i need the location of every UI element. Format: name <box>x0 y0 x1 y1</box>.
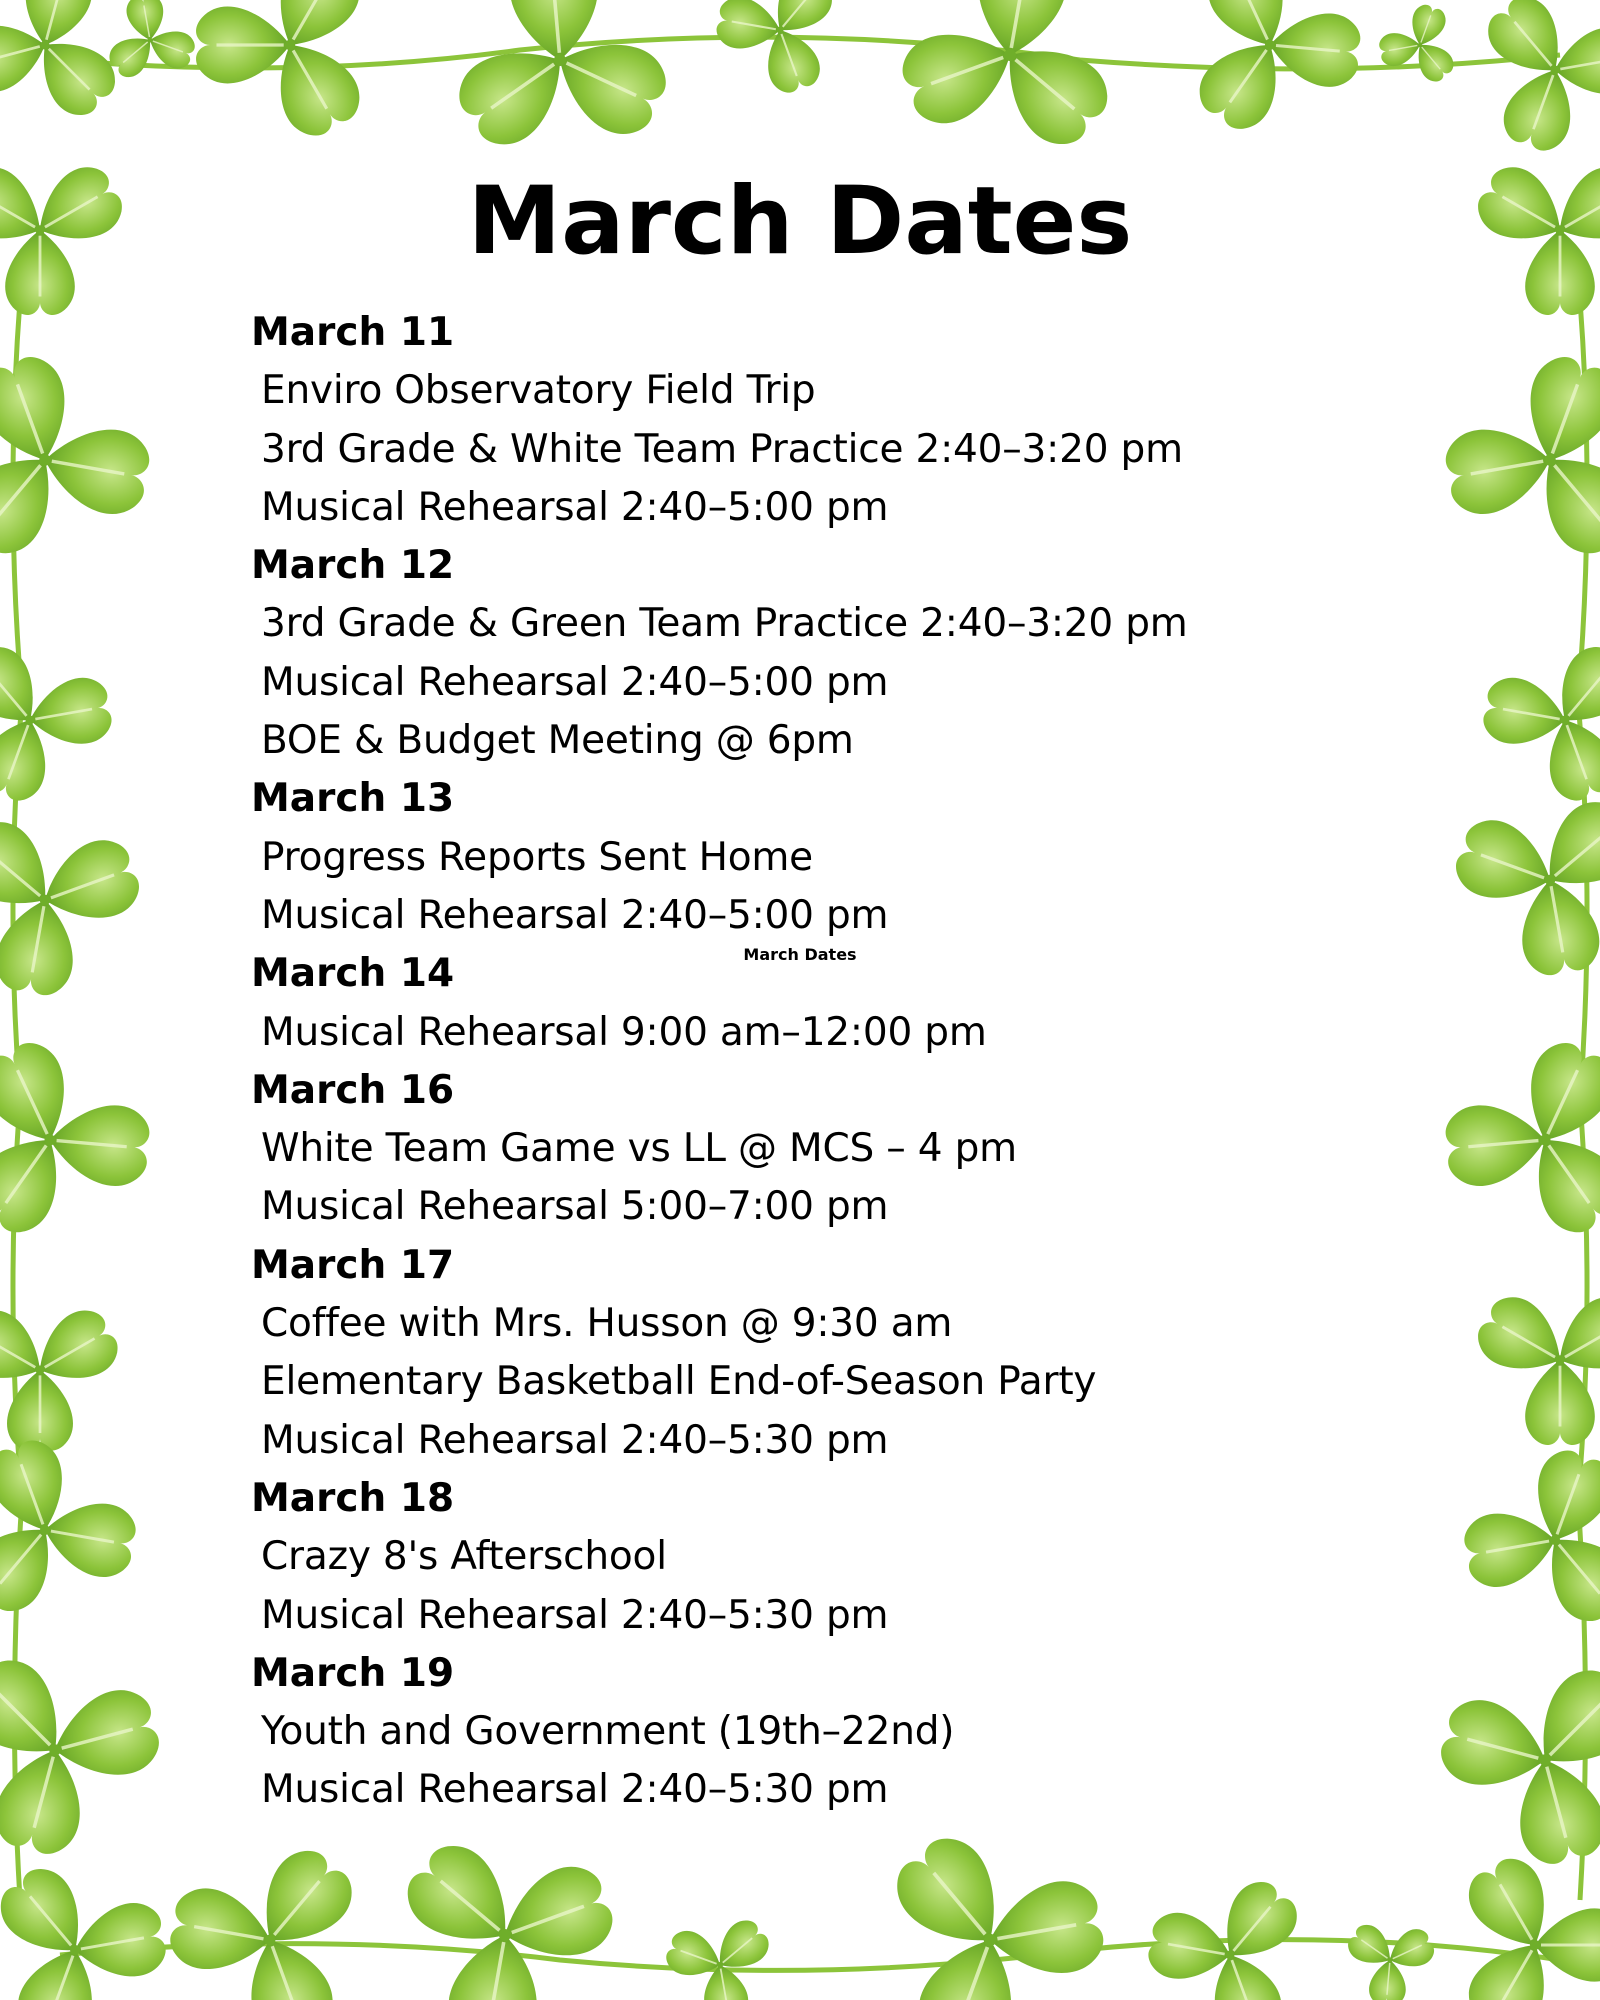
page-title: March Dates <box>467 167 1133 276</box>
day-block <box>251 1237 1401 1470</box>
day-block <box>251 1062 1401 1237</box>
date-heading: March 12 <box>251 543 455 589</box>
day-block <box>251 537 1401 770</box>
event-line: Enviro Observatory Field Trip <box>261 368 816 414</box>
event-line: Musical Rehearsal 2:40–5:00 pm <box>261 892 889 938</box>
event-line: 3rd Grade & Green Team Practice 2:40–3:20 pm <box>261 601 1188 647</box>
date-heading: March 11 <box>251 310 455 355</box>
date-heading: March 14 <box>251 951 455 997</box>
event-line: Musical Rehearsal 2:40–5:00 pm <box>261 484 889 530</box>
day-block <box>251 1470 1401 1645</box>
small-caption: March Dates <box>743 945 857 964</box>
event-line: Coffee with Mrs. Husson @ 9:30 am <box>261 1301 953 1347</box>
event-line: Musical Rehearsal 2:40–5:00 pm <box>261 659 889 705</box>
day-block <box>251 770 1401 945</box>
day-block <box>251 945 1401 1062</box>
event-line: Musical Rehearsal 9:00 am–12:00 pm <box>261 1009 987 1055</box>
events-list <box>251 304 1401 1820</box>
event-line: Progress Reports Sent Home <box>261 834 813 880</box>
event-line: Musical Rehearsal 2:40–5:30 pm <box>261 1767 889 1813</box>
event-line: Crazy 8's Afterschool <box>261 1534 667 1580</box>
event-line: Musical Rehearsal 5:00–7:00 pm <box>261 1184 889 1230</box>
date-heading: March 17 <box>251 1242 455 1288</box>
day-block <box>251 304 1401 537</box>
event-line: Youth and Government (19th–22nd) <box>261 1709 955 1755</box>
event-line: 3rd Grade & White Team Practice 2:40–3:20 pm <box>261 426 1183 472</box>
event-line: BOE & Budget Meeting @ 6pm <box>261 718 854 764</box>
date-heading: March 13 <box>251 776 455 822</box>
day-block <box>251 1645 1401 1820</box>
event-line: Musical Rehearsal 2:40–5:30 pm <box>261 1592 889 1638</box>
date-heading: March 18 <box>251 1475 455 1521</box>
date-heading: March 16 <box>251 1067 455 1113</box>
date-heading: March 19 <box>251 1650 455 1696</box>
event-line: White Team Game vs LL @ MCS – 4 pm <box>261 1126 1017 1172</box>
event-line: Elementary Basketball End-of-Season Party <box>261 1359 1097 1405</box>
event-line: Musical Rehearsal 2:40–5:30 pm <box>261 1417 889 1463</box>
